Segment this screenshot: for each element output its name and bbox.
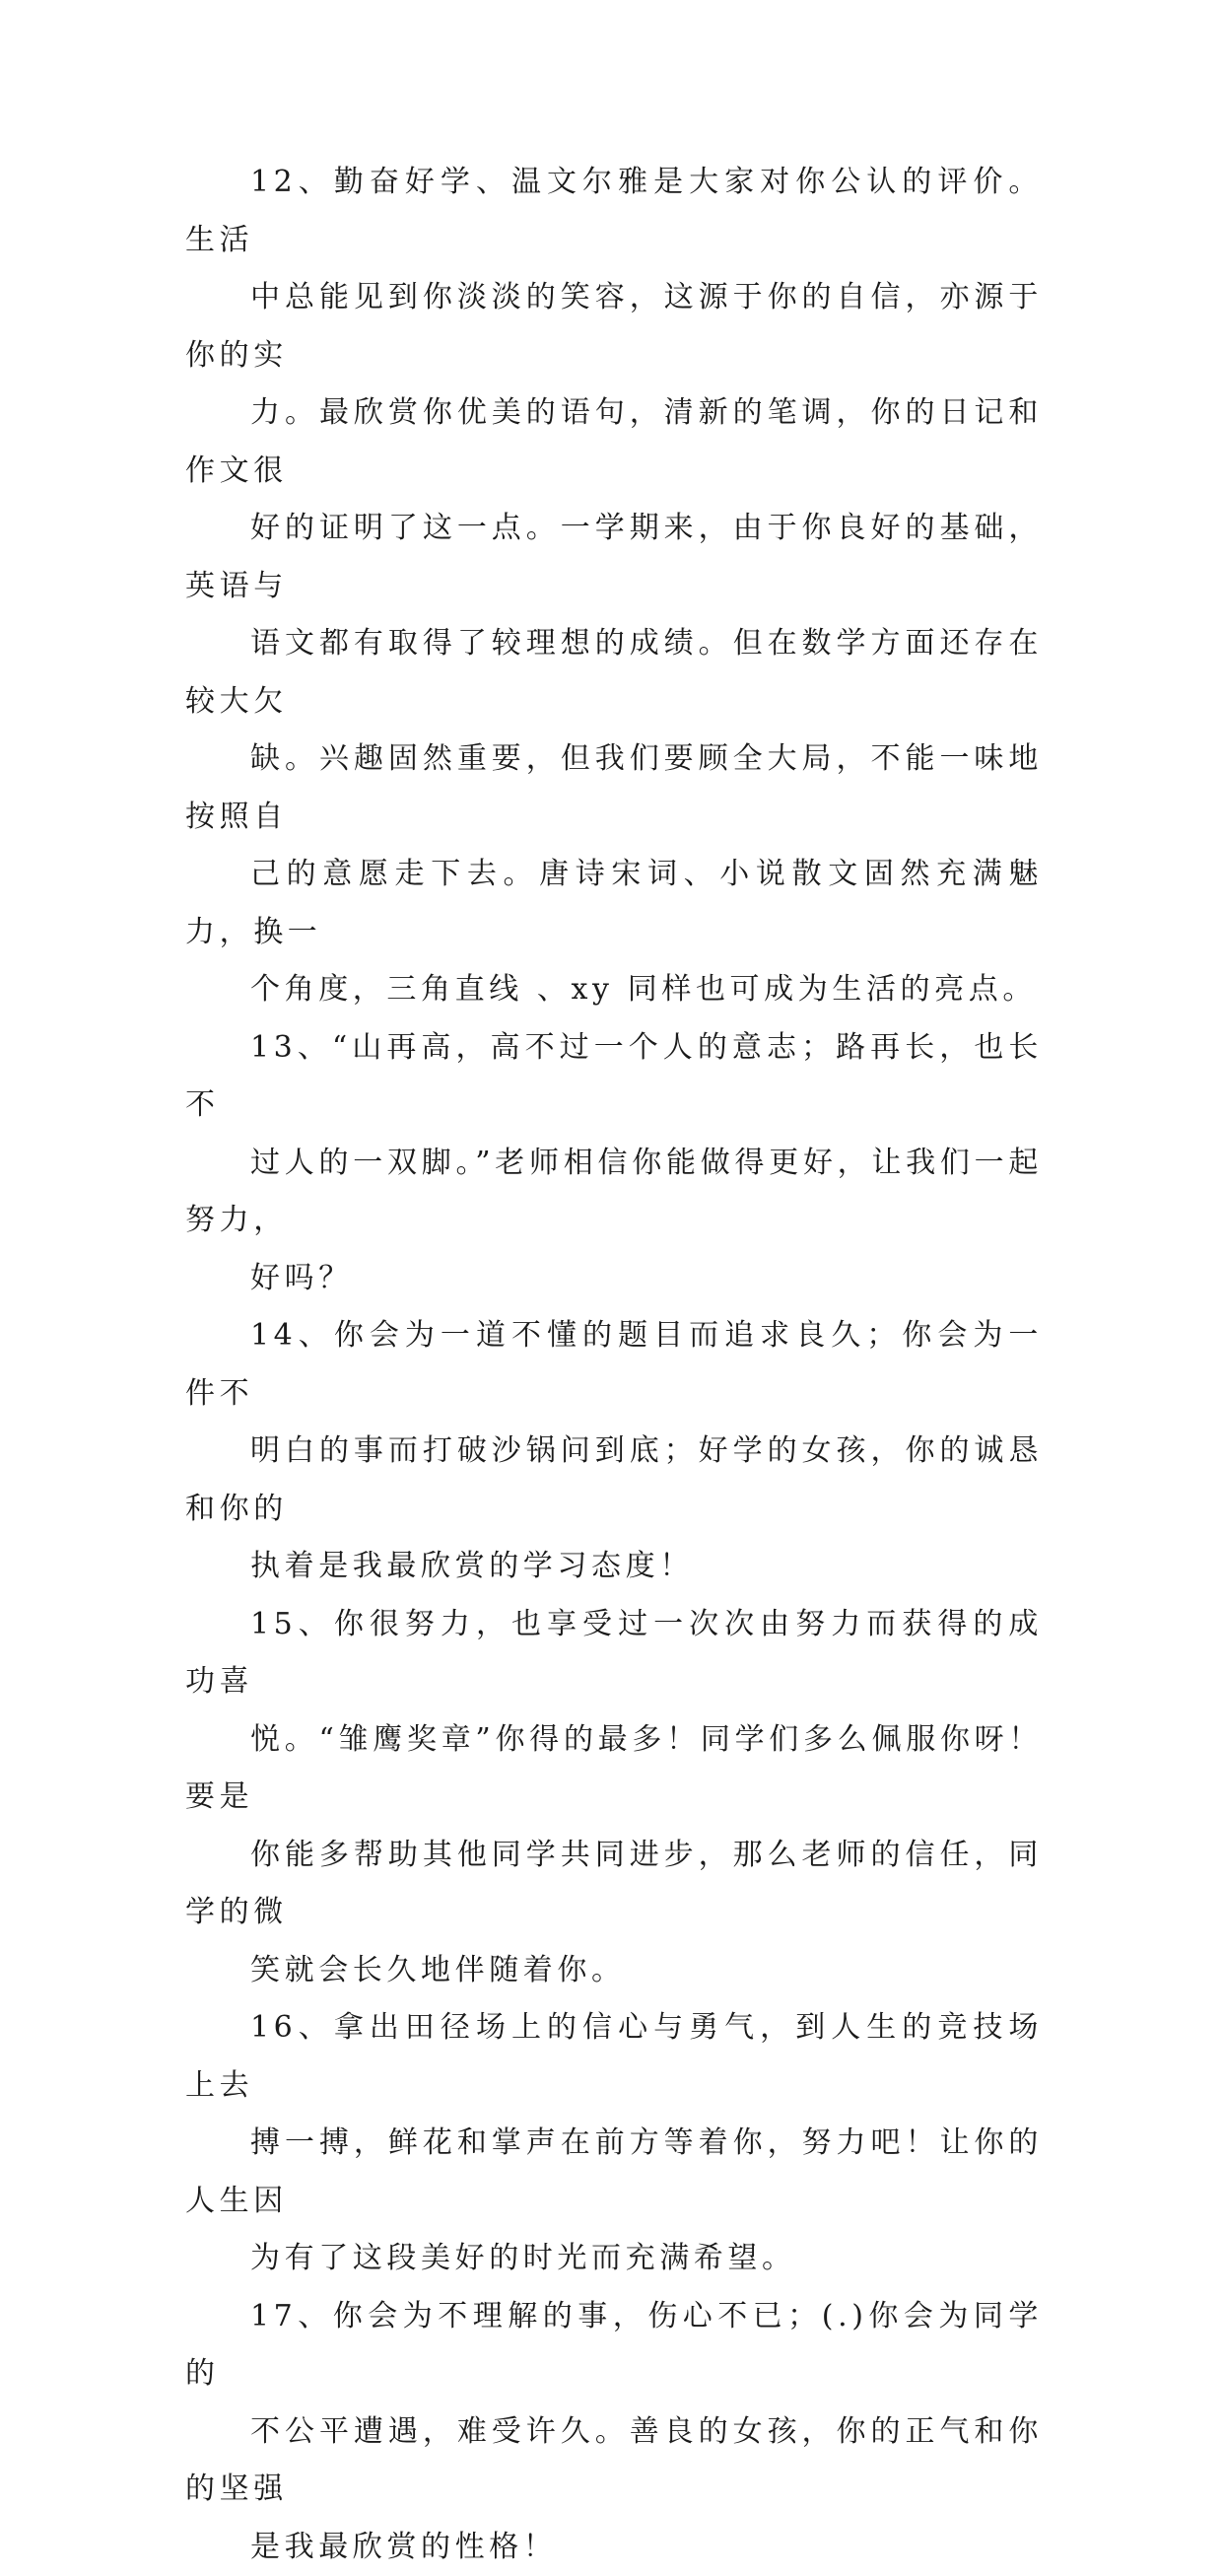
paragraph-15-line-1: 15、你很努力，也享受过一次次由努力而获得的成功喜 — [185, 1596, 1043, 1711]
paragraph-12-line-8: 个角度，三角直线 、xy 同样也可成为生活的亮点。 — [185, 961, 1043, 1019]
paragraph-12-line-4: 好的证明了这一点。一学期来，由于你良好的基础，英语与 — [185, 500, 1043, 615]
paragraph-12-line-3: 力。最欣赏你优美的语句，清新的笔调，你的日记和作文很 — [185, 384, 1043, 500]
paragraph-13-line-1: 13、“山再高，高不过一个人的意志；路再长，也长不 — [185, 1019, 1043, 1135]
paragraph-17-line-2: 不公平遭遇，难受许久。善良的女孩，你的正气和你的坚强 — [185, 2403, 1043, 2519]
paragraph-16-line-2: 搏一搏，鲜花和掌声在前方等着你，努力吧！让你的人生因 — [185, 2115, 1043, 2230]
paragraph-17 — [185, 2288, 1043, 2576]
paragraph-13 — [185, 1019, 1043, 1308]
paragraph-14 — [185, 1307, 1043, 1596]
paragraph-14-line-2: 明白的事而打破沙锅问到底；好学的女孩，你的诚恳和你的 — [185, 1423, 1043, 1538]
paragraph-12-line-5: 语文都有取得了较理想的成绩。但在数学方面还存在较大欠 — [185, 615, 1043, 731]
paragraph-13-line-2: 过人的一双脚。”老师相信你能做得更好，让我们一起努力， — [185, 1135, 1043, 1250]
paragraph-12 — [185, 154, 1043, 1019]
paragraph-15-line-3: 你能多帮助其他同学共同进步，那么老师的信任，同学的微 — [185, 1827, 1043, 1942]
paragraph-16-line-1: 16、拿出田径场上的信心与勇气，到人生的竞技场上去 — [185, 1999, 1043, 2115]
paragraph-14-line-3: 执着是我最欣赏的学习态度！ — [185, 1538, 1043, 1596]
paragraph-12-line-7: 己的意愿走下去。唐诗宋词、小说散文固然充满魅力，换一 — [185, 846, 1043, 961]
paragraph-12-line-6: 缺。兴趣固然重要，但我们要顾全大局，不能一味地按照自 — [185, 731, 1043, 846]
paragraph-16-line-3: 为有了这段美好的时光而充满希望。 — [185, 2230, 1043, 2288]
paragraph-13-line-3: 好吗？ — [185, 1250, 1043, 1308]
paragraph-17-line-1: 17、你会为不理解的事，伤心不已；(.)你会为同学的 — [185, 2288, 1043, 2403]
paragraph-15-line-2: 悦。“雏鹰奖章”你得的最多！同学们多么佩服你呀！ 要是 — [185, 1711, 1043, 1827]
paragraph-17-line-3: 是我最欣赏的性格！ — [185, 2519, 1043, 2576]
paragraph-12-line-2: 中总能见到你淡淡的笑容，这源于你的自信，亦源于你的实 — [185, 269, 1043, 384]
paragraph-12-line-1: 12、勤奋好学、温文尔雅是大家对你公认的评价。生活 — [185, 154, 1043, 269]
paragraph-16 — [185, 1999, 1043, 2288]
paragraph-15-line-4: 笑就会长久地伴随着你。 — [185, 1942, 1043, 2000]
paragraph-14-line-1: 14、你会为一道不懂的题目而追求良久；你会为一件不 — [185, 1307, 1043, 1423]
paragraph-15 — [185, 1596, 1043, 2000]
document-body — [185, 154, 1043, 2576]
